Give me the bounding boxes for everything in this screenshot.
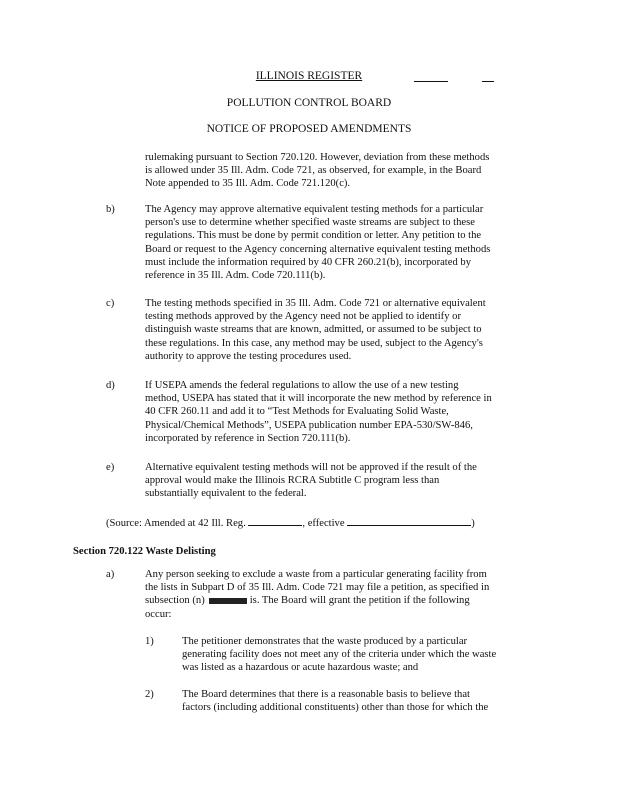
text-line: The Agency may approve alternative equivalent testing methods for a particular xyxy=(145,204,484,215)
text-line: Board or request to the Agency concerning alternative equivalent testing methods xyxy=(145,243,491,255)
text-line: If USEPA amends the federal regulations to allow the use of a new testing xyxy=(145,380,459,391)
text-line: The testing methods specified in 35 Ill. Adm. Code 721 or alternative equivalent xyxy=(145,298,486,309)
text-line: testing methods approved by the Agency need not be applied to identify or xyxy=(145,311,461,323)
item-2-text xyxy=(182,688,488,714)
text-line: is allowed under 35 Ill. Adm. Code 721, as observed, for example, in the Board xyxy=(145,165,482,177)
item-1-text xyxy=(182,635,496,675)
text-line: distinguish waste streams that are known, admitted, or assumed to be subject to xyxy=(145,324,482,336)
text-line: must include the information required by 40 CFR 260.21(b), incorporated by xyxy=(145,256,471,268)
subsection-label-d: d) xyxy=(106,380,115,391)
text-line: The petitioner demonstrates that the waste produced by a particular xyxy=(182,636,468,647)
text-line: Any person seeking to exclude a waste from a particular generating facility from xyxy=(145,569,487,580)
text-line: was listed as a hazardous or acute hazardous waste; and xyxy=(182,662,419,674)
text-line: 40 CFR 260.11 and add it to “Test Methods for Evaluating Solid Waste, xyxy=(145,406,449,418)
board-title: POLLUTION CONTROL BOARD xyxy=(226,97,392,109)
subsection-label-c: c) xyxy=(106,298,115,309)
text-line: incorporated by reference in Section 720.111(b). xyxy=(145,432,351,444)
register-blank xyxy=(248,515,302,526)
source-note: (Source: Amended at 42 Ill. Reg. , effective ) xyxy=(106,515,475,530)
redaction-mark xyxy=(209,598,247,604)
subsection-b-text xyxy=(145,203,490,282)
subsection-d-text xyxy=(145,379,492,445)
notice-title: NOTICE OF PROPOSED AMENDMENTS xyxy=(206,123,412,135)
text-line: the lists in Subpart D of 35 Ill. Adm. Code 721 may file a petition, as specified in xyxy=(145,582,490,594)
subsection-a-text xyxy=(145,568,489,621)
intro-paragraph xyxy=(145,151,489,191)
subsection-c-text xyxy=(145,297,486,363)
text-line: method, USEPA has stated that it will incorporate the new method by reference in xyxy=(145,393,492,405)
text-line: approval would make the Illinois RCRA Subtitle C program less than xyxy=(145,475,440,487)
effective-blank xyxy=(347,515,471,526)
header-rule xyxy=(414,81,448,82)
item-label-2: 2) xyxy=(145,689,154,700)
subsection-e-text xyxy=(145,461,477,501)
item-label-1: 1) xyxy=(145,636,154,647)
subsection-label-b: b) xyxy=(106,204,115,215)
text-line: occur: xyxy=(145,608,172,620)
text-line: regulations. This must be done by permit condition or letter. Any petition to the xyxy=(145,230,482,242)
text-line: The Board determines that there is a reasonable basis to believe that xyxy=(182,689,470,700)
text-line: factors (including additional constituents) other than those for which the xyxy=(182,702,489,714)
text-line: Physical/Chemical Methods”, USEPA publication number EPA-530/SW-846, xyxy=(145,419,473,431)
subsection-label-a: a) xyxy=(106,569,115,580)
text-line: Note appended to 35 Ill. Adm. Code 721.120(c). xyxy=(145,178,351,190)
text-line: Alternative equivalent testing methods will not be approved if the result of the xyxy=(145,462,477,473)
section-heading: Section 720.122 Waste Delisting xyxy=(73,546,216,557)
text-line: substantially equivalent to the federal. xyxy=(145,488,307,500)
text-line: these regulations. In this case, any method may be used, subject to the Agency's xyxy=(145,337,483,349)
text-line: subsection (n) is. The Board will grant the petition if the following xyxy=(145,595,470,607)
text-line: rulemaking pursuant to Section 720.120. However, deviation from these methods xyxy=(145,152,490,163)
text-line: reference in 35 Ill. Adm. Code 720.111(b). xyxy=(145,270,326,282)
register-title: ILLINOIS REGISTER xyxy=(255,70,363,82)
text-line: authority to approve the testing procedures used. xyxy=(145,350,352,362)
text-line: person's use to determine whether specified waste streams are subject to these xyxy=(145,217,475,229)
subsection-label-e: e) xyxy=(106,462,115,473)
header-rule xyxy=(482,81,494,82)
text-line: generating facility does not meet any of the criteria under which the waste xyxy=(182,649,497,661)
